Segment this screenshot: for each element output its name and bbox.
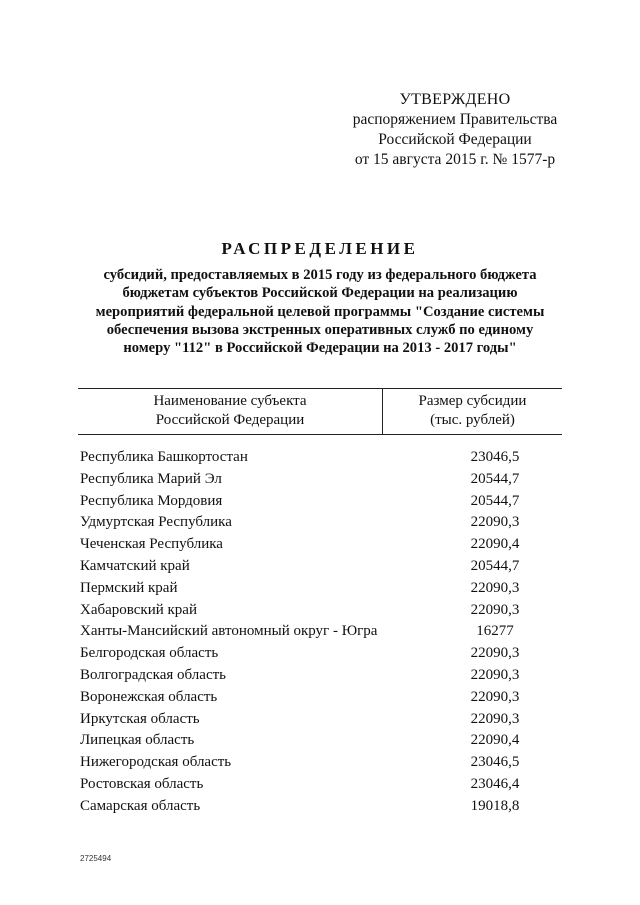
- document-number: 2725494: [80, 854, 112, 863]
- row-subsidy-value: 20544,7: [470, 557, 520, 574]
- row-subsidy-value: 16277: [476, 623, 514, 640]
- table-row: [80, 752, 562, 774]
- table-row: [80, 556, 562, 578]
- approval-stamp: [330, 90, 580, 170]
- heading-line-5: номеру "112" в Российской Федерации на 2013 - 2017 годы": [123, 340, 517, 357]
- heading-line-4: обеспечения вызова экстренных оперативных служб по единому: [106, 321, 534, 338]
- table-header: [78, 388, 562, 435]
- table-row: [80, 665, 562, 687]
- row-subsidy-value: 20544,7: [470, 492, 520, 509]
- row-subsidy-value: 22090,3: [470, 688, 520, 705]
- approval-title: УТВЕРЖДЕНО: [399, 91, 511, 108]
- table-row: [80, 447, 562, 469]
- row-subsidy-value: 23046,5: [470, 449, 520, 465]
- table-row: [80, 621, 562, 643]
- table-row: [80, 730, 562, 752]
- document-heading: [60, 238, 580, 357]
- row-subject-name: Нижегородская область: [80, 754, 232, 771]
- heading-line-2: бюджетам субъектов Российской Федерации на реализацию: [122, 285, 518, 302]
- table-row: [80, 643, 562, 665]
- approval-line-1: распоряжением Правительства: [352, 111, 558, 128]
- table-row: [80, 534, 562, 556]
- table-row: [80, 512, 562, 534]
- row-subject-name: Иркутская область: [80, 710, 200, 727]
- row-subsidy-value: 19018,8: [470, 797, 520, 814]
- row-subject-name: Хабаровский край: [80, 601, 197, 618]
- row-subject-name: Белгородская область: [80, 645, 219, 662]
- row-subsidy-value: 22090,3: [470, 645, 520, 662]
- row-subject-name: Воронежская область: [80, 688, 218, 705]
- table-row: [80, 600, 562, 622]
- column-header-subject: [78, 392, 382, 430]
- table-row: [80, 774, 562, 796]
- row-subject-name: Удмуртская Республика: [80, 514, 232, 531]
- row-subject-name: Липецкая область: [80, 732, 195, 749]
- row-subsidy-value: 22090,3: [470, 514, 520, 531]
- row-subject-name: Республика Мордовия: [80, 492, 223, 509]
- row-subsidy-value: 22090,3: [470, 579, 520, 596]
- row-subsidy-value: 23046,4: [470, 775, 520, 792]
- heading-line-1: субсидий, предоставляемых в 2015 году из федерального бюджета: [103, 267, 537, 283]
- column-header-subject-line-1: Наименование субъекта: [153, 393, 307, 409]
- row-subsidy-value: 22090,3: [470, 666, 520, 683]
- row-subject-name: Волгоградская область: [80, 666, 226, 683]
- row-subject-name: Самарская область: [80, 797, 201, 814]
- row-subject-name: Камчатский край: [80, 557, 190, 574]
- column-header-subsidy-line-2: (тыс. рублей): [430, 412, 515, 428]
- row-subject-name: Республика Марий Эл: [80, 470, 222, 487]
- table-row: [80, 491, 562, 513]
- table-row: [80, 796, 562, 818]
- table-row: [80, 578, 562, 600]
- row-subsidy-value: 22090,3: [470, 710, 520, 727]
- approval-line-3: от 15 августа 2015 г. № 1577-р: [354, 151, 556, 168]
- row-subject-name: Ростовская область: [80, 775, 204, 792]
- table-row: [80, 687, 562, 709]
- row-subsidy-value: 20544,7: [470, 470, 520, 487]
- row-subject-name: Ханты-Мансийский автономный округ - Югра: [80, 623, 378, 640]
- row-subsidy-value: 22090,4: [470, 732, 520, 749]
- heading-line-3: мероприятий федеральной целевой программы "Создание системы: [95, 303, 545, 320]
- row-subject-name: Чеченская Республика: [80, 536, 223, 553]
- row-subject-name: Республика Башкортостан: [80, 449, 248, 465]
- row-subject-name: Пермский край: [80, 579, 178, 596]
- column-header-subsidy: [383, 392, 562, 430]
- heading-title: РАСПРЕДЕЛЕНИЕ: [221, 239, 419, 258]
- column-header-subject-line-2: Российской Федерации: [155, 412, 305, 428]
- row-subsidy-value: 22090,4: [470, 536, 520, 553]
- approval-line-2: Российской Федерации: [378, 131, 532, 148]
- table-row: [80, 709, 562, 731]
- column-header-subsidy-line-1: Размер субсидии: [418, 393, 527, 409]
- table-body: [80, 447, 562, 818]
- row-subsidy-value: 23046,5: [470, 754, 520, 771]
- row-subsidy-value: 22090,3: [470, 601, 520, 618]
- table-row: [80, 469, 562, 491]
